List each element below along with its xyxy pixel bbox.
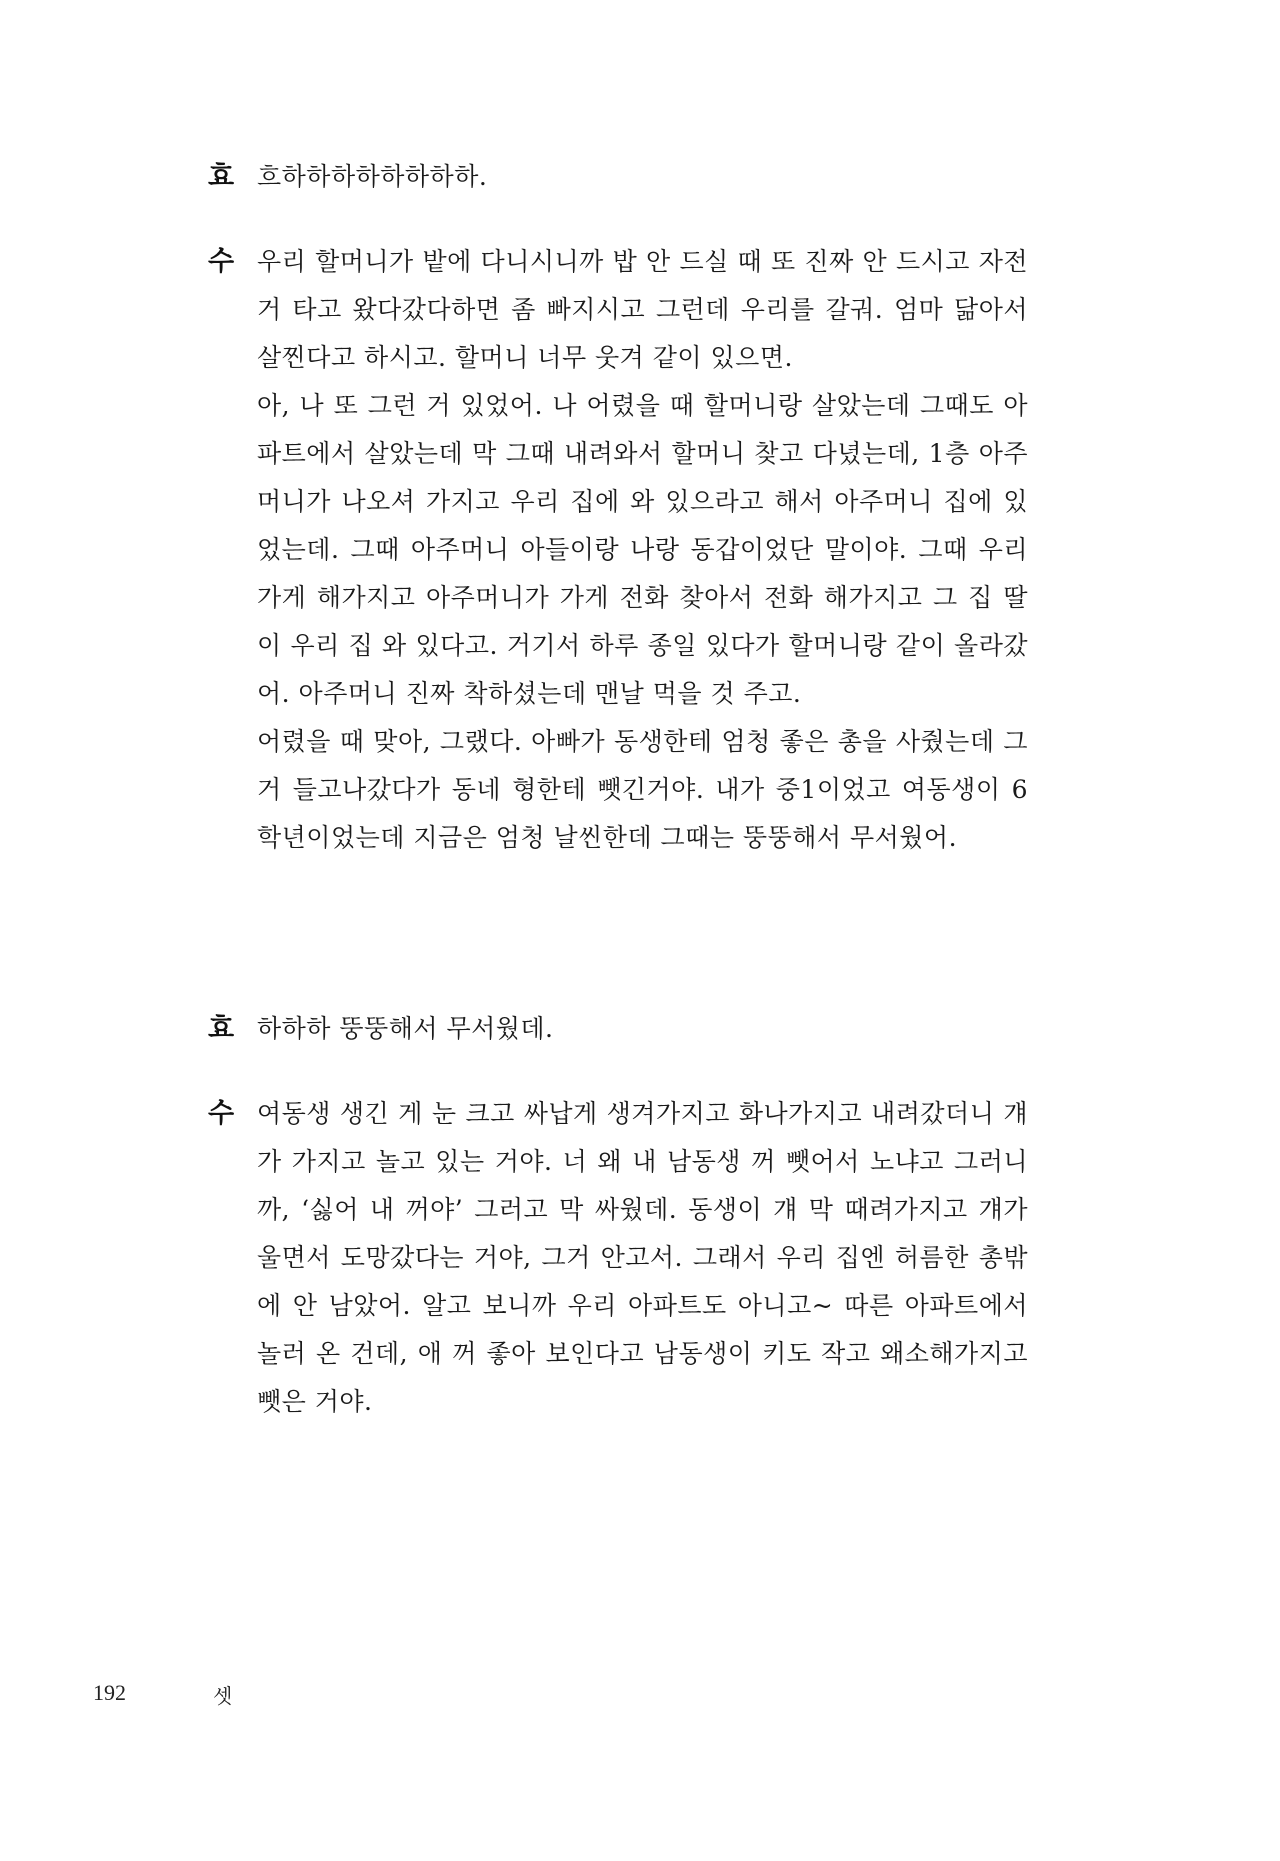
- speaker-label: 효: [208, 161, 235, 192]
- dialogue-turn: [208, 153, 1028, 201]
- paragraph: 흐하하하하하하하하.: [257, 162, 488, 191]
- dialogue-text: [257, 153, 1028, 201]
- dialogue-text: [257, 1090, 1028, 1426]
- paragraph: 아, 나 또 그런 거 있었어. 나 어렸을 때 할머니랑 살았는데 그때도 아파트에서 살았는데 막 그때 내려와서 할머니 찾고 다녔는데, 1층 아주머니가 나오셔 가지고 우리 집에 와 있으라고 해서 아주머니 집에 있었는데. 그때 아주머니 아들이랑 나랑 동갑이었단 말이야. 그때 우리 가게 해가지고 아주머니가 가게 전화 찾아서 전화 해가지고 그 집 딸이 우리 집 와 있다고. 거기서 하루 종일 있다가 할머니랑 같이 올라갔어. 아주머니 진짜 착하셨는데 맨날 먹을 것 주고.: [257, 391, 1028, 708]
- speaker-label: 효: [208, 1013, 235, 1044]
- page-number: 192: [93, 1680, 126, 1705]
- paragraph: 여동생 생긴 게 눈 크고 싸납게 생겨가지고 화나가지고 내려갔더니 걔가 가지고 놀고 있는 거야. 너 왜 내 남동생 꺼 뺏어서 노냐고 그러니까, ‘싫어 내 꺼야’ 그러고 막 싸웠데. 동생이 걔 막 때려가지고 걔가 울면서 도망갔다는 거야, 그거 안고서. 그래서 우리 집엔 허름한 총밖에 안 남았어. 알고 보니까 우리 아파트도 아니고~ 따른 아파트에서 놀러 온 건데, 애 꺼 좋아 보인다고 남동생이 키도 작고 왜소해가지고 뺏은 거야.: [257, 1099, 1028, 1416]
- paragraph: 우리 할머니가 밭에 다니시니까 밥 안 드실 때 또 진짜 안 드시고 자전거 타고 왔다갔다하면 좀 빠지시고 그런데 우리를 갈궈. 엄마 닮아서 살찐다고 하시고. 할머니 너무 웃겨 같이 있으면.: [257, 247, 1028, 372]
- dialogue-turn: [208, 1090, 1028, 1426]
- paragraph: 하하하 뚱뚱해서 무서웠데.: [257, 1014, 554, 1043]
- dialogue-text: [257, 1005, 1028, 1053]
- section-title: 셋: [213, 1684, 233, 1708]
- paragraph: 어렸을 때 맞아, 그랬다. 아빠가 동생한테 엄청 좋은 총을 사줬는데 그거 들고나갔다가 동네 형한테 뺏긴거야. 내가 중1이었고 여동생이 6학년이었는데 지금은 엄청 날씬한데 그때는 뚱뚱해서 무서웠어.: [257, 727, 1028, 852]
- speaker-label: 수: [208, 1098, 235, 1129]
- dialogue-turn: [208, 238, 1028, 862]
- speaker-label: 수: [208, 246, 235, 277]
- dialogue-turn: [208, 1005, 1028, 1053]
- dialogue-text: [257, 238, 1028, 862]
